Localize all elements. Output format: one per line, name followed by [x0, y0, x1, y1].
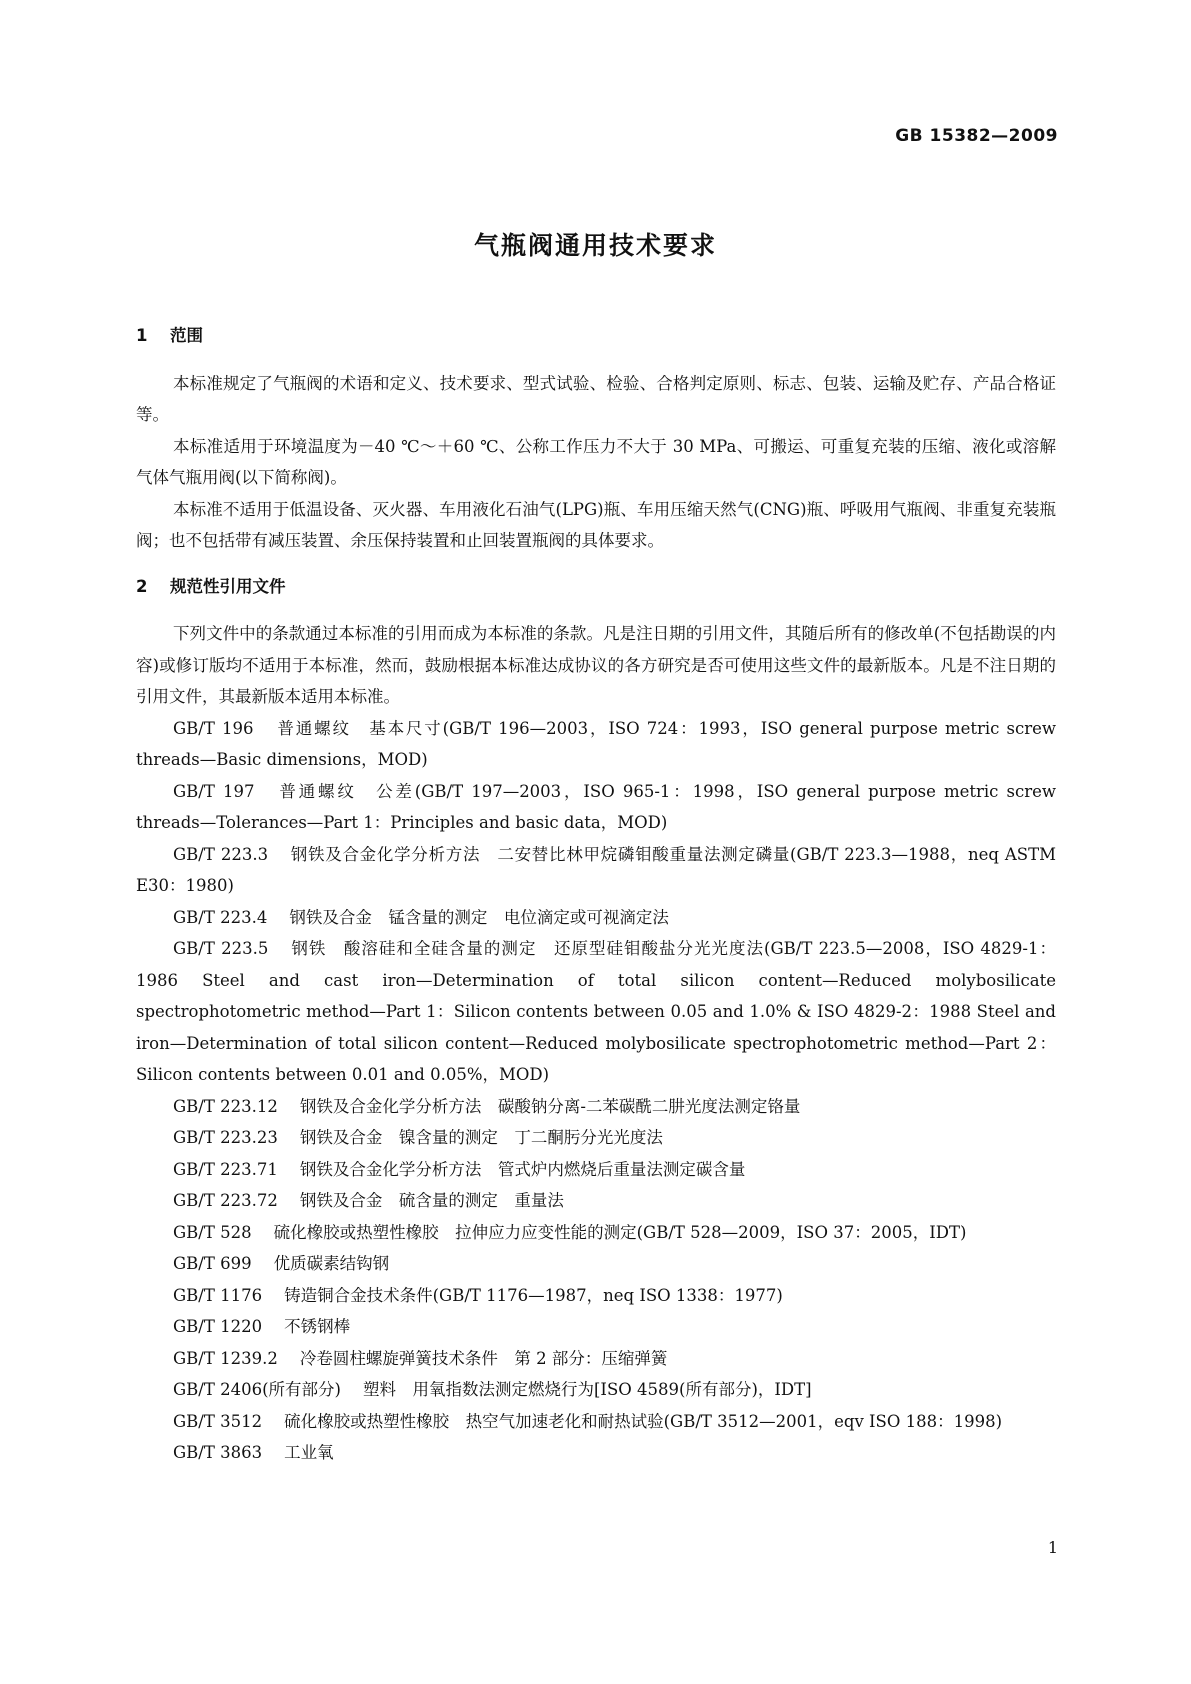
reference-title: 普通螺纹 公差(GB/T 197—2003，ISO 965-1：1998，ISO general purpose metric screw threads—Tolerances—Part 1：Principles and basic data，MOD)	[136, 781, 1056, 832]
reference-code: GB/T 223.3	[173, 844, 269, 864]
section-normative-references	[136, 571, 1056, 1469]
reference-code: GB/T 223.12	[173, 1096, 278, 1116]
reference-code: GB/T 3512	[173, 1411, 263, 1431]
reference-item	[136, 1154, 1056, 1186]
reference-item	[136, 902, 1056, 934]
paragraph: 本标准不适用于低温设备、灭火器、车用液化石油气(LPG)瓶、车用压缩天然气(CNG)瓶、呼吸用气瓶阀、非重复充装瓶阀；也不包括带有减压装置、余压保持装置和止回装置瓶阀的具体要求。	[136, 499, 1056, 550]
reference-item	[136, 839, 1056, 902]
reference-title: 钢铁及合金 硫含量的测定 重量法	[299, 1191, 564, 1210]
reference-item	[136, 933, 1056, 1091]
reference-item	[136, 1406, 1056, 1438]
reference-code: GB/T 1239.2	[173, 1348, 278, 1368]
reference-code: GB/T 1176	[173, 1285, 263, 1305]
reference-code: GB/T 223.5	[173, 939, 269, 958]
reference-title: 普通螺纹 基本尺寸(GB/T 196—2003，ISO 724：1993，ISO general purpose metric screw threads—Basic dimensions，MOD)	[136, 718, 1056, 769]
reference-code: GB/T 2406(所有部分)	[173, 1380, 341, 1399]
reference-title: 钢铁及合金化学分析方法 二安替比林甲烷磷钼酸重量法测定磷量(GB/T 223.3—1988，neq ASTM E30：1980)	[136, 844, 1056, 895]
document-body	[136, 320, 1056, 1469]
reference-code: GB/T 223.4	[173, 907, 268, 927]
reference-item	[136, 1122, 1056, 1154]
reference-title: 塑料 用氧指数法测定燃烧行为[ISO 4589(所有部分)，IDT]	[362, 1380, 812, 1399]
reference-code: GB/T 3863	[173, 1443, 263, 1462]
reference-title: 钢铁及合金 镍含量的测定 丁二酮肟分光光度法	[299, 1128, 663, 1147]
reference-item	[136, 1374, 1056, 1406]
reference-code: GB/T 223.71	[173, 1159, 278, 1179]
reference-title: 优质碳素结钩钢	[273, 1254, 390, 1273]
reference-code: GB/T 528	[173, 1222, 252, 1242]
reference-title: 钢铁及合金 锰含量的测定 电位滴定或可视滴定法	[289, 907, 669, 927]
reference-item	[136, 1217, 1056, 1249]
reference-item	[136, 1437, 1056, 1469]
section-heading	[136, 571, 1056, 603]
reference-title: 工业氧	[284, 1443, 334, 1462]
reference-title: 铸造铜合金技术条件(GB/T 1176—1987，neq ISO 1338：1977)	[284, 1285, 783, 1305]
paragraph: 下列文件中的条款通过本标准的引用而成为本标准的条款。凡是注日期的引用文件，其随后所有的修改单(不包括勘误的内容)或修订版均不适用于本标准，然而，鼓励根据本标准达成协议的各方研究是否可使用这些文件的最新版本。凡是不注日期的引用文件，其最新版本适用本标准。	[136, 624, 1056, 706]
section-title: 范围	[170, 326, 203, 345]
reference-title: 钢铁及合金化学分析方法 管式炉内燃烧后重量法测定碳含量	[299, 1159, 746, 1179]
section-number: 1	[136, 326, 148, 345]
standard-number: GB 15382—2009	[895, 126, 1058, 146]
reference-item	[136, 1343, 1056, 1375]
reference-code: GB/T 1220	[173, 1317, 263, 1336]
reference-title: 冷卷圆柱螺旋弹簧技术条件 第 2 部分：压缩弹簧	[299, 1348, 668, 1368]
reference-item	[136, 1185, 1056, 1217]
reference-item	[136, 1248, 1056, 1280]
section-title: 规范性引用文件	[170, 576, 286, 596]
reference-title: 不锈钢棒	[284, 1317, 351, 1336]
section-heading	[136, 320, 1056, 352]
reference-item	[136, 1280, 1056, 1312]
reference-item	[136, 1091, 1056, 1123]
section-number: 2	[136, 576, 148, 596]
reference-code: GB/T 223.23	[173, 1128, 278, 1147]
reference-item	[136, 1311, 1056, 1343]
reference-title: 硫化橡胶或热塑性橡胶 拉伸应力应变性能的测定(GB/T 528—2009，ISO 37：2005，IDT)	[273, 1222, 967, 1242]
reference-code: GB/T 699	[173, 1254, 252, 1273]
reference-item	[136, 713, 1056, 776]
reference-item	[136, 776, 1056, 839]
paragraph: 本标准适用于环境温度为－40 ℃～＋60 ℃、公称工作压力不大于 30 MPa、可搬运、可重复充装的压缩、液化或溶解气体气瓶用阀(以下简称阀)。	[136, 436, 1056, 487]
reference-title: 钢铁及合金化学分析方法 碳酸钠分离-二苯碳酰二肼光度法测定铬量	[299, 1096, 801, 1116]
reference-title: 硫化橡胶或热塑性橡胶 热空气加速老化和耐热试验(GB/T 3512—2001，eqv ISO 188：1998)	[284, 1411, 1003, 1431]
reference-code: GB/T 197	[173, 781, 255, 801]
reference-code: GB/T 223.72	[173, 1191, 278, 1210]
reference-code: GB/T 196	[173, 718, 254, 738]
reference-title: 钢铁 酸溶硅和全硅含量的测定 还原型硅钼酸盐分光光度法(GB/T 223.5—2008，ISO 4829-1：1986 Steel and cast iron—Determination of total silicon content—Reduced molybosilicate spectrophotometric method—Part 1：Silicon contents between 0.05 and 1.0% & ISO 4829-2：1988 Steel and iron—Determination of total silicon content—Reduced molybosilicate spectrophotometric method—Part 2：Silicon contents between 0.01 and 0.05%，MOD)	[136, 939, 1056, 1084]
page-number: 1	[1047, 1538, 1058, 1557]
paragraph: 本标准规定了气瓶阀的术语和定义、技术要求、型式试验、检验、合格判定原则、标志、包装、运输及贮存、产品合格证等。	[136, 373, 1056, 424]
document-title: 气瓶阀通用技术要求	[473, 231, 717, 260]
section-scope	[136, 320, 1056, 557]
